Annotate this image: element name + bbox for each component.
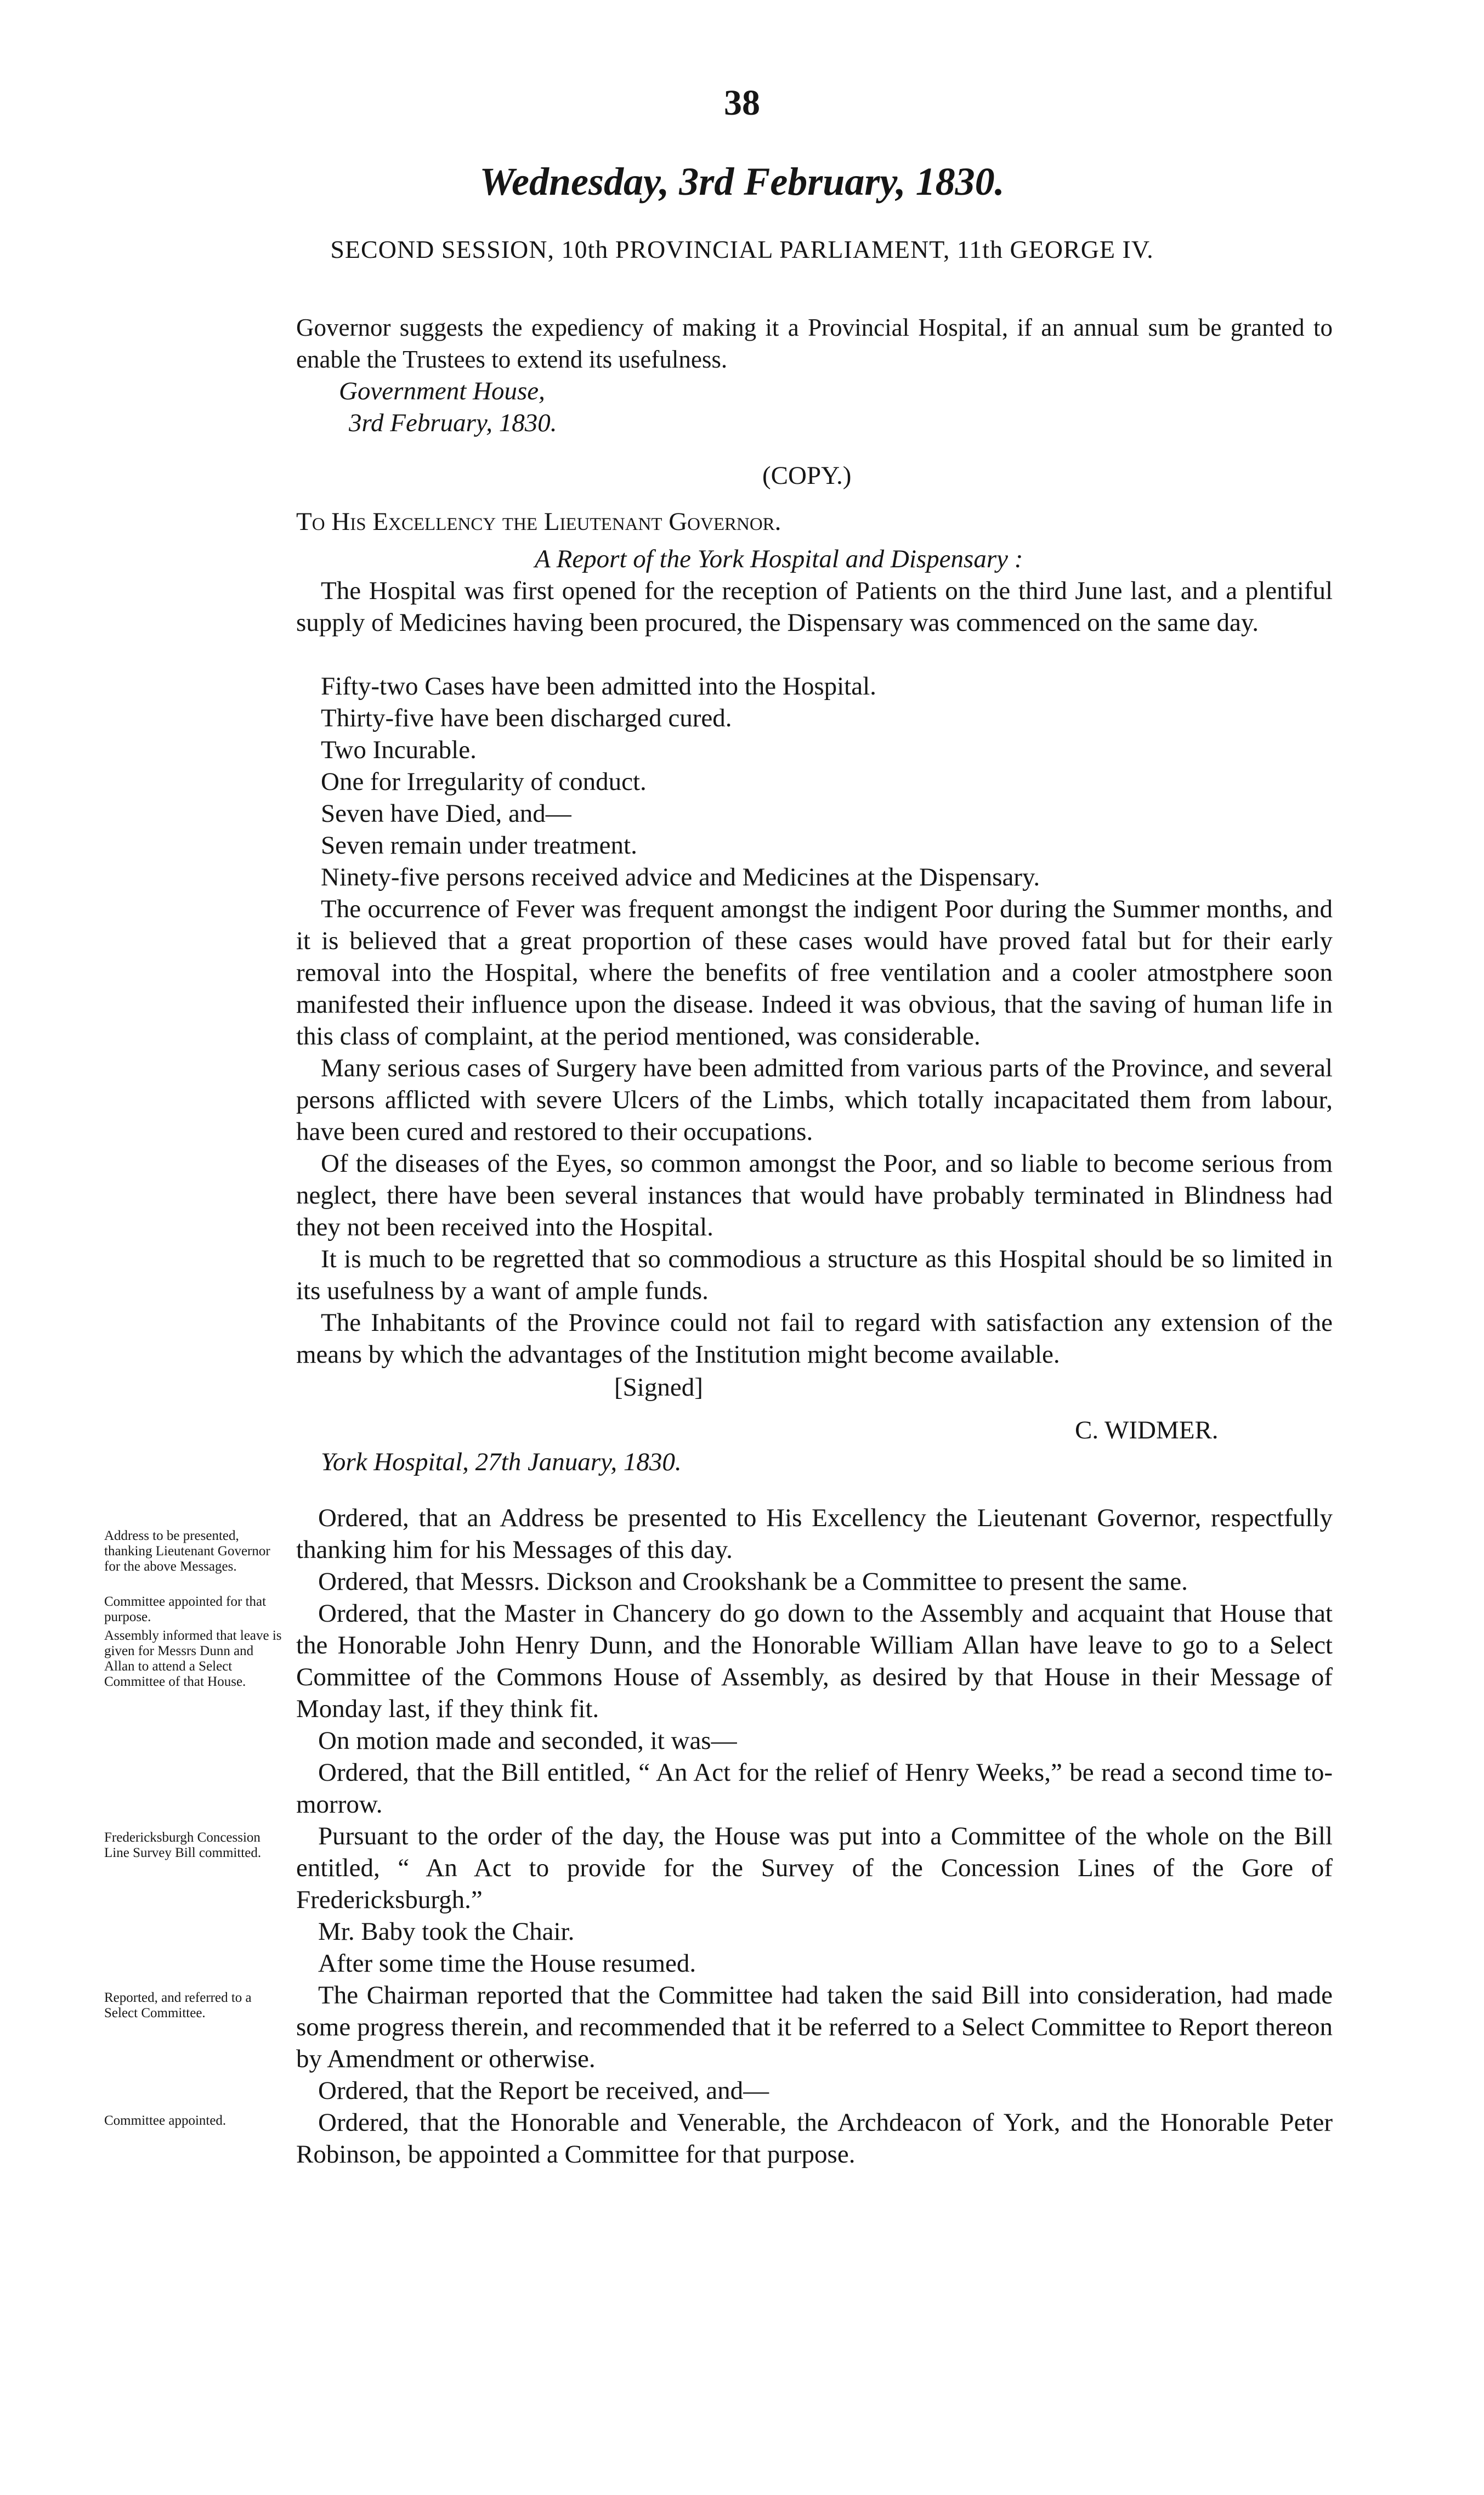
proceeding: Ordered, that the Report be received, and— xyxy=(318,2076,769,2105)
governor-message: Governor suggests the expediency of making it a Provincial Hospital, if an annual sum be granted to enable the Trustees to extend its usefulness. xyxy=(296,314,1333,373)
proceeding: Pursuant to the order of the day, the House was put into a Committee of the whole on the Bill entitled, “ An Act to provide for the Survey of the Concession Lines of the Gore of Fredericksburgh.” xyxy=(296,1822,1333,1914)
proceeding: Ordered, that the Honorable and Venerable, the Archdeacon of York, and the Honorable Peter Robinson, be appointed a Committee for that purpose. xyxy=(296,2108,1333,2169)
proceeding: On motion made and seconded, it was— xyxy=(318,1726,737,1755)
report-title: A Report of the York Hospital and Dispensary : xyxy=(535,545,1023,573)
sidenote: Assembly informed that leave is given for Messrs Dunn and Allan to attend a Select Committee of that House. xyxy=(104,1628,282,1689)
report-line: Ninety-five persons received advice and Medicines at the Dispensary. xyxy=(321,863,1040,891)
proceeding: Mr. Baby took the Chair. xyxy=(318,1917,575,1946)
report-paragraph: It is much to be regretted that so commodious a structure as this Hospital should be so limited in its usefulness by a want of ample funds. xyxy=(296,1245,1333,1305)
report-paragraph: Of the diseases of the Eyes, so common amongst the Poor, and so liable to become serious from neglect, there have been several instances that would have probably terminated in Blindness had they not been received into the Hospital. xyxy=(296,1149,1333,1241)
date-heading: Wednesday, 3rd February, 1830. xyxy=(479,160,1005,204)
proceeding: Ordered, that the Bill entitled, “ An Act for the relief of Henry Weeks,” be read a second time to-morrow. xyxy=(296,1758,1333,1819)
page-number: 38 xyxy=(724,83,760,123)
report-line: Fifty-two Cases have been admitted into the Hospital. xyxy=(321,672,876,701)
report-line: Seven have Died, and— xyxy=(321,799,571,828)
proceeding: After some time the House resumed. xyxy=(318,1949,696,1978)
addressee: To His Excellency the Lieutenant Governor. xyxy=(296,507,781,536)
proceeding: Ordered, that an Address be presented to His Excellency the Lieutenant Governor, respectfully thanking him for his Messages of this day. xyxy=(296,1504,1333,1564)
governor-message-place: Government House, xyxy=(339,377,545,405)
signed-mark: [Signed] xyxy=(614,1373,703,1402)
sidenote: Fredericksburgh Concession Line Survey Bill committed. xyxy=(104,1830,262,1860)
report-line: Thirty-five have been discharged cured. xyxy=(321,704,732,732)
report-line: One for Irregularity of conduct. xyxy=(321,767,647,796)
proceeding: Ordered, that the Master in Chancery do go down to the Assembly and acquaint that House that the Honorable John Henry Dunn, and the Honorable William Allan have leave to go to a Select Committee of the Commons House of Assembly, as desired by that House in their Message of Monday last, if they think fit. xyxy=(296,1599,1333,1723)
report-paragraph: The Inhabitants of the Province could not fail to regard with satisfaction any extension of the means by which the advantages of the Institution might become available. xyxy=(296,1308,1333,1369)
report-paragraph: The occurrence of Fever was frequent amongst the indigent Poor during the Summer months, and it is believed that a great proportion of these cases would have proved fatal but for their early removal into the Hospital, where the benefits of free ventilation and a cooler atmostphere soon manifested their influence upon the disease. Indeed it was obvious, that the saving of human life in this class of complaint, at the period mentioned, was considerable. xyxy=(296,895,1333,1051)
report-line: Two Incurable. xyxy=(321,736,477,764)
sidenote: Address to be presented, thanking Lieutenant Governor for the above Messages. xyxy=(104,1528,270,1574)
report-paragraph: Many serious cases of Surgery have been admitted from various parts of the Province, and several persons afflicted with severe Ulcers of the Limbs, which totally incapacitated them from labour, have been cured and restored to their occupations. xyxy=(296,1054,1333,1146)
sidenote: Reported, and referred to a Select Committee. xyxy=(104,1990,252,2020)
report-paragraph: The Hospital was first opened for the reception of Patients on the third June last, and a plentiful supply of Medicines having been procured, the Dispensary was commenced on the same day. xyxy=(296,577,1333,637)
proceeding: The Chairman reported that the Committee had taken the said Bill into consideration, had made some progress therein, and recommended that it be referred to a Select Committee to Report thereon by Amendment or otherwise. xyxy=(296,1981,1333,2073)
governor-message-date: 3rd February, 1830. xyxy=(349,409,557,437)
signatory: C. WIDMER. xyxy=(1075,1416,1219,1444)
sidenote: Committee appointed for that purpose. xyxy=(104,1594,267,1624)
report-line: Seven remain under treatment. xyxy=(321,831,637,860)
report-place-date: York Hospital, 27th January, 1830. xyxy=(321,1448,682,1476)
session-heading: SECOND SESSION, 10th PROVINCIAL PARLIAMENT, 11th GEORGE IV. xyxy=(330,235,1154,263)
sidenote: Committee appointed. xyxy=(104,2113,226,2128)
copy-heading: (COPY.) xyxy=(762,461,852,490)
proceeding: Ordered, that Messrs. Dickson and Crookshank be a Committee to present the same. xyxy=(318,1567,1188,1596)
